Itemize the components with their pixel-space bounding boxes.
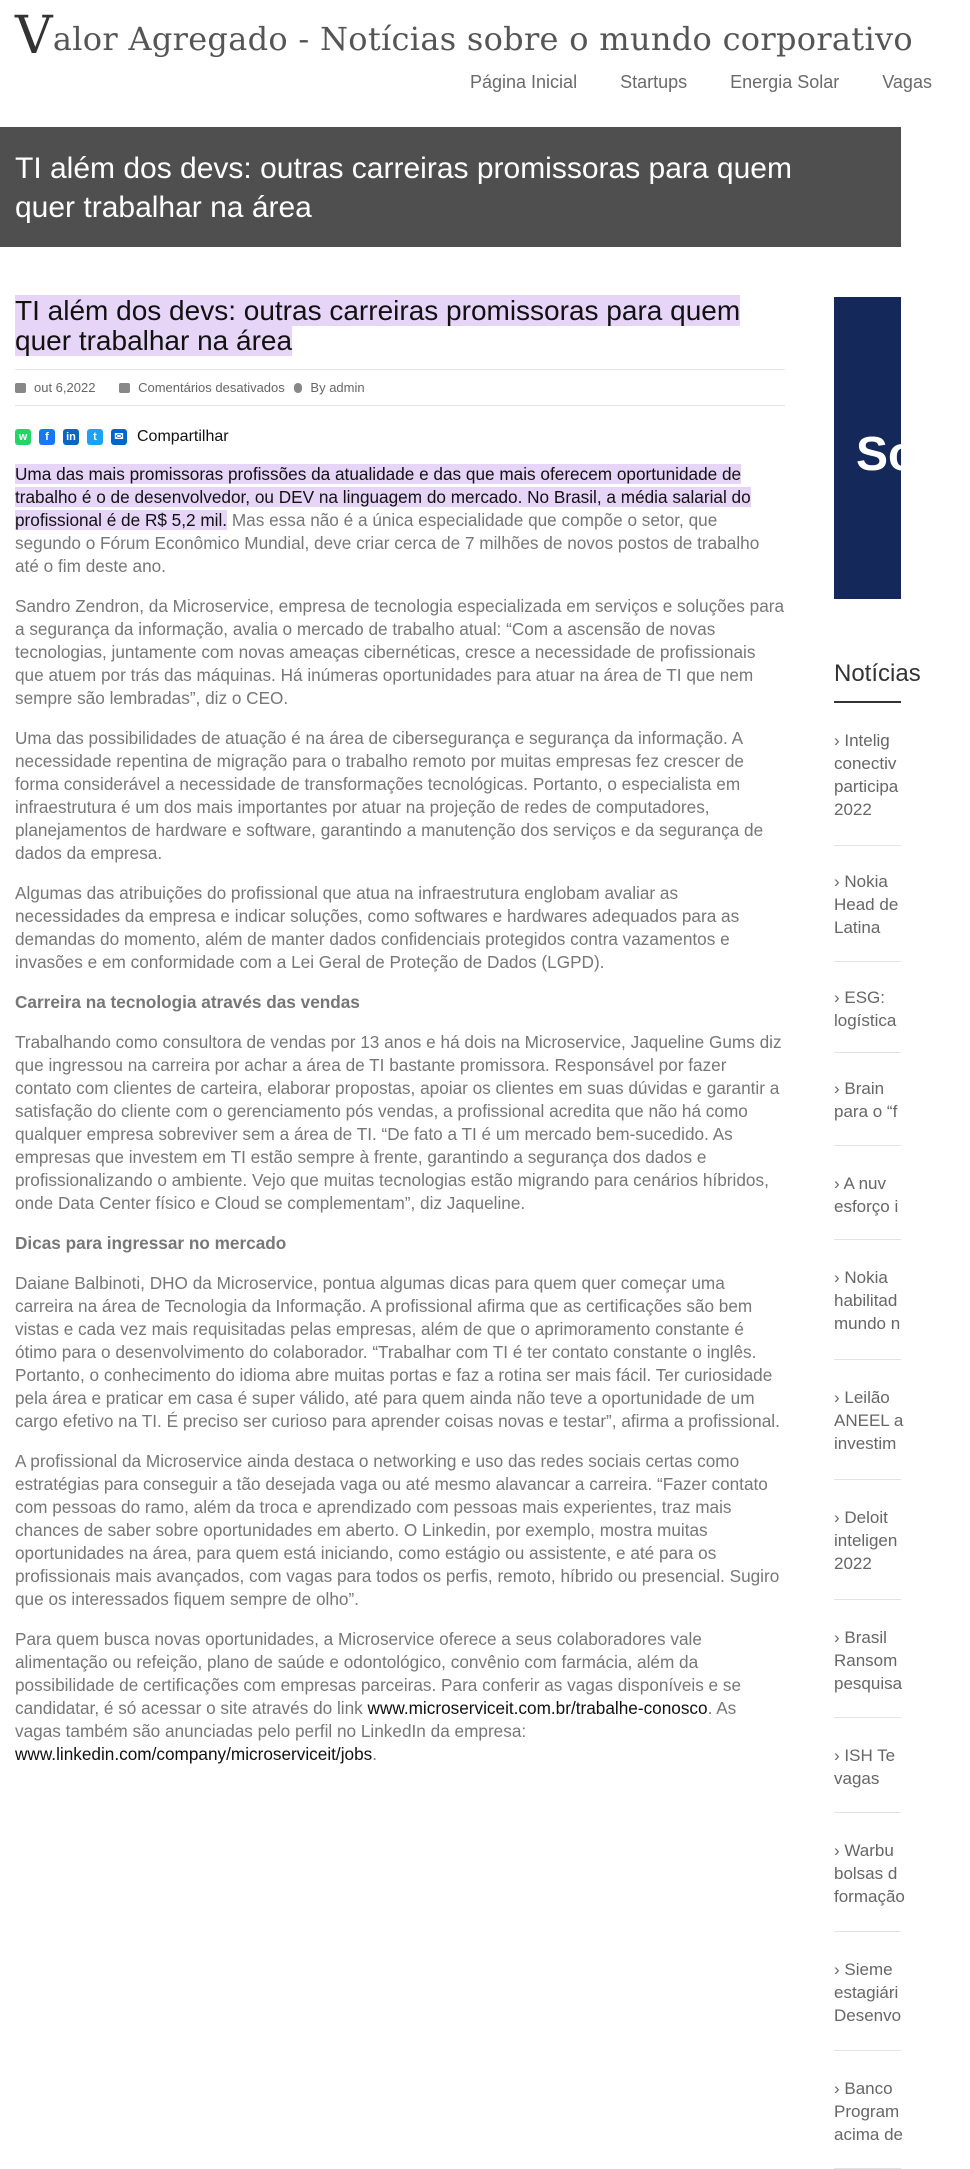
linkedin-icon[interactable]: in — [63, 429, 79, 445]
site-title-initial: V — [15, 6, 53, 66]
news-item-line: Head de — [834, 895, 899, 914]
main-nav — [470, 72, 970, 93]
article — [15, 296, 785, 1766]
comments-icon — [119, 383, 130, 393]
post-meta — [15, 369, 785, 406]
paragraph: Trabalhando como consultora de vendas por 13 anos e há dois na Microservice, Jaqueline Gums diz que ingressou na carreira por achar a área de TI bastante promissora. Responsável por fazer contato com clientes de carteira, elaborar propostas, apoiar os clientes em suas dúvidas e garantir a satisfação do cliente com o gerenciamento pós vendas, a profissional acredita que não há como qualquer empresa sobreviver sem a área de TI. “De fato a TI é um mercado bem-sucedido. As empresas que investem em TI estão sempre à frente, garantindo a segurança dos dados e profissionalizando o ambiente. Vejo que muitas tecnologias estão migrando para cenários híbridos, onde Data Center físico e Cloud se complementam”, diz Jaqueline. — [15, 1032, 782, 1213]
news-item-line: › ESG: — [834, 988, 886, 1007]
linkedin-jobs-link[interactable]: www.linkedin.com/company/microserviceit/jobs — [15, 1744, 373, 1764]
news-item-line: 2022 — [834, 800, 872, 819]
news-item-line: › Brasil — [834, 1628, 887, 1647]
news-item-line: Ransom — [834, 1651, 898, 1670]
paragraph: Algumas das atribuições do profissional que atua na infraestrutura englobam avaliar as necessidades da empresa e indicar soluções, como softwares e hardwares adequados para as demandas do momento, além de manter dados confidenciais protegidos contra vazamentos e invasões e em conformidade com a Lei Geral de Proteção de Dados (LGPD). — [15, 883, 740, 972]
news-item-line: bolsas d — [834, 1864, 898, 1883]
news-list — [834, 703, 905, 2169]
paragraph: Uma das possibilidades de atuação é na área de cibersegurança e segurança da informação. A necessidade repentina de migração para o trabalho remoto por muitas empresas fez crescer de forma considerável a necessidade de transformações tecnológicas. Portanto, o especialista em infraestrutura é um dos mais importantes por atuar na projeção de redes de computadores, planejamentos de hardware e software, garantindo a manutenção dos serviços e da segurança de dados da empresa. — [15, 728, 764, 863]
news-item-line: para o “f — [834, 1102, 898, 1121]
whatsapp-icon[interactable]: w — [15, 429, 31, 445]
news-item-line: formação — [834, 1887, 905, 1906]
sidebar-news — [834, 660, 921, 2169]
sidebar-heading: Notícias — [834, 660, 901, 703]
calendar-icon — [15, 383, 26, 393]
news-item-line: › Brain — [834, 1079, 885, 1098]
page-banner — [0, 127, 901, 247]
paragraph: Daiane Balbinoti, DHO da Microservice, pontua algumas dicas para quem quer começar uma carreira na área de Tecnologia da Informação. A profissional afirma que as certificações são bem vistas e cada vez mais requisitadas pelas empresas, além de que o aprimoramento constante é ótimo para o desenvolvimento do colaborador. “Trabalhar com TI é ter contato constante o inglês. Portanto, o conhecimento do idioma abre muitas portas e faz a rotina ser mais fácil. Ter curiosidade pela área e praticar em casa é super válido, até para quem ainda não teve a oportunidade de um cargo efetivo na TI. É preciso ser curioso para aprender coisas novas e testar”, afirma a profissional. — [15, 1273, 780, 1431]
facebook-icon[interactable]: f — [39, 429, 55, 445]
news-item[interactable] — [834, 2051, 901, 2169]
post-date: out 6,2022 — [34, 380, 96, 395]
post-title: TI além dos devs: outras carreiras promissoras para quem quer trabalhar na área — [15, 295, 741, 356]
news-item-line: acima de — [834, 2125, 903, 2144]
paragraph: Para quem busca novas oportunidades, a Microservice oferece a seus colaboradores vale alimentação ou refeição, plano de saúde e odontológico, convênio com farmácia, além da possibilidade de certificações com empresas parceiras. Para conferir as vagas disponíveis e se candidatar, é só acessar o site através do link www.microserviceit.com.br/trabalhe-conosco. As vagas também são anunciadas pelo perfil no LinkedIn da empresa: www.linkedin.com/company/microserviceit/jobs. — [15, 1629, 742, 1764]
news-item[interactable] — [834, 1718, 901, 1813]
news-item[interactable] — [834, 1480, 901, 1600]
nav-item-startups[interactable]: Startups — [620, 72, 688, 92]
news-item-line: › Nokia — [834, 872, 888, 891]
ad-banner[interactable] — [834, 297, 918, 599]
news-item[interactable] — [834, 703, 901, 846]
news-item-line: › Sieme — [834, 1960, 893, 1979]
news-item-line: Program — [834, 2102, 900, 2121]
nav-item-vagas[interactable]: Vagas — [882, 72, 932, 92]
news-item-line: › Banco — [834, 2079, 893, 2098]
news-item[interactable] — [834, 962, 901, 1053]
intro-rest: Mas essa não é a única especialidade que compõe o setor, que segundo o Fórum Econômico Mundial, deve criar cerca de 7 milhões de novos postos de trabalho até o fim deste ano. — [15, 510, 760, 576]
news-item-line: mundo n — [834, 1314, 901, 1333]
news-item-line: › ISH Te — [834, 1746, 896, 1765]
paragraph: A profissional da Microservice ainda destaca o networking e uso das redes sociais certas como estratégias para conseguir a tão desejada vaga ou até mesmo alavancar a carreira. “Fazer contato com pessoas do ramo, além da troca e aprendizado com pessoas mais experientes, traz mais chances de saber sobre oportunidades em aberto. O Linkedin, por exemplo, mostra muitas oportunidades na área, para quem está iniciando, como estágio ou assistente, e até para os profissionais mais avançados, com vagas para todos os perfis, remoto, híbrido ou presencial. Sugiro que os interessados fiquem sempre de olho”. — [15, 1451, 780, 1609]
user-icon — [294, 383, 302, 393]
news-item-line: habilitad — [834, 1291, 898, 1310]
paragraph: Sandro Zendron, da Microservice, empresa de tecnologia especializada em serviços e soluções para a segurança da informação, avalia o mercado de trabalho atual: “Com a ascensão de novas tecnologias, juntamente com novas ameaças cibernéticas, cresce a necessidade de profissionais que atuem por trás das máquinas. Há inúmeras oportunidades para atuar na área de TI que nem sempre são lembradas”, diz o CEO. — [15, 596, 785, 708]
news-item[interactable] — [834, 1813, 905, 1932]
news-item-line: 2022 — [834, 1554, 872, 1573]
post-comments: Comentários desativados — [138, 380, 285, 395]
news-item-line: participa — [834, 777, 899, 796]
site-title[interactable] — [15, 6, 913, 66]
news-item-line: esforço i — [834, 1197, 899, 1216]
news-item-line: Desenvo — [834, 2006, 902, 2025]
section-heading: Dicas para ingressar no mercado — [15, 1233, 287, 1253]
news-item-line: › Leilão — [834, 1388, 890, 1407]
news-item-line: › Intelig — [834, 731, 890, 750]
site-title-rest: alor Agregado - Notícias sobre o mundo corporativo — [52, 20, 913, 58]
email-icon[interactable]: ✉ — [111, 429, 127, 445]
news-item[interactable] — [834, 846, 901, 962]
news-item-line: pesquisa — [834, 1674, 903, 1693]
paragraph-intro — [15, 463, 785, 578]
news-item-line: › Nokia — [834, 1268, 888, 1287]
news-item[interactable] — [834, 1932, 901, 2051]
news-item-line: investim — [834, 1434, 897, 1453]
share-bar — [15, 428, 785, 446]
careers-link[interactable]: www.microserviceit.com.br/trabalhe-conosco — [367, 1698, 708, 1718]
news-item-line: logística — [834, 1011, 897, 1030]
news-item-line: estagiári — [834, 1983, 899, 2002]
section-heading: Carreira na tecnologia através das vendas — [15, 992, 360, 1012]
news-item[interactable] — [834, 1053, 901, 1146]
ad-text: So — [856, 428, 918, 481]
nav-item-home[interactable]: Página Inicial — [470, 72, 578, 92]
news-item[interactable] — [834, 1240, 901, 1360]
news-item-line: › Deloit — [834, 1508, 888, 1527]
news-item[interactable] — [834, 1360, 904, 1480]
news-item[interactable] — [834, 1600, 901, 1718]
news-item-line: vagas — [834, 1769, 880, 1788]
post-author[interactable]: By admin — [310, 380, 365, 395]
news-item-line: Latina — [834, 918, 881, 937]
news-item-line: ANEEL a — [834, 1411, 904, 1430]
twitter-icon[interactable]: t — [87, 429, 103, 445]
news-item-line: › A nuv — [834, 1174, 886, 1193]
news-item-line: conectiv — [834, 754, 897, 773]
share-label[interactable]: Compartilhar — [137, 428, 229, 445]
news-item[interactable] — [834, 1146, 901, 1240]
news-item-line: › Warbu — [834, 1841, 894, 1860]
news-item-line: inteligen — [834, 1531, 898, 1550]
nav-item-energia-solar[interactable]: Energia Solar — [730, 72, 840, 92]
intro-highlight: Uma das mais promissoras profissões da atualidade e das que mais oferecem oportunidade de trabalho é o de desenvolvedor, ou DEV na linguagem do mercado. No Brasil, a média salarial do profissional é de R$ 5,2 mil. — [15, 464, 751, 530]
banner-title: TI além dos devs: outras carreiras promissoras para quem quer trabalhar na área — [15, 152, 792, 224]
